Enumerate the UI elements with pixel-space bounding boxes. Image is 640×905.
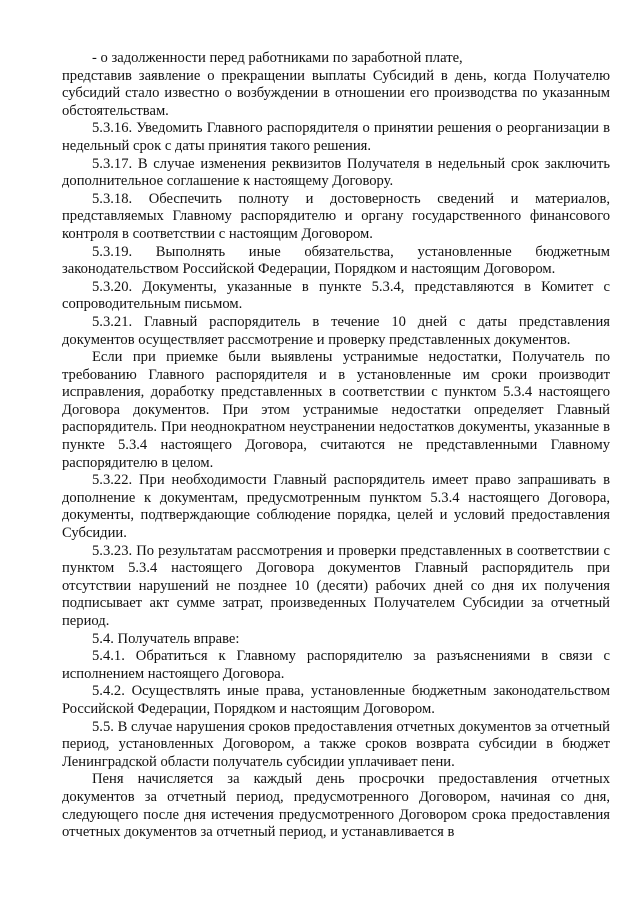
paragraph-5-4-2: 5.4.2. Осуществлять иные права, установленные бюджетным законодательством Российской Федерации, Порядком и настоящим Договором. [62,683,610,717]
paragraph-5-3-19: 5.3.19. Выполнять иные обязательства, установленные бюджетным законодательством Российской Федерации, Порядком и настоящим Договором. [62,243,610,278]
paragraph-5-3-17: 5.3.17. В случае изменения реквизитов Получателя в недельный срок заключить дополнительное соглашение к настоящему Договору. [62,155,610,190]
document-page [62,50,610,842]
paragraph-termination-notice: представив заявление о прекращении выплаты Субсидий в день, когда Получателю субсидий стало известно о возбуждении в отношении его производства по указанным обстоятельствам. [62,67,610,119]
paragraph-5-5: 5.5. В случае нарушения сроков предоставления отчетных документов за отчетный период, установленных Договором, а также сроков возврата субсидии в бюджет Ленинградской области получатель субсидии уплачивает пени. [62,718,610,770]
paragraph-penalty: Пеня начисляется за каждый день просрочки предоставления отчетных документов за отчетный период, предусмотренного Договором, начиная со дня, следующего после дня истечения предусмотренного Договором срока предоставления отчетных документов за отчетный период, и устанавливается в [62,771,610,841]
paragraph-deficiencies: Если при приемке были выявлены устранимые недостатки, Получатель по требованию Главного распорядителя и в установленные им сроки производит исправления, доработку представленных в соответствии с пунктом 5.3.4 настоящего Договора документов. При этом устранимые недостатки определяет Главный распорядитель. При неоднократном неустранении недостатков документы, указанные в пункте 5.3.4 настоящего Договора, считаются не представленными Главному распорядителю в целом. [62,349,610,471]
paragraph-5-4-1: 5.4.1. Обратиться к Главному распорядителю за разъяснениями в связи с исполнением настоящего Договора. [62,648,610,682]
paragraph-5-3-22: 5.3.22. При необходимости Главный распорядитель имеет право запрашивать в дополнение к документам, предусмотренным пунктом 5.3.4 настоящего Договора, документы, подтверждающие соблюдение порядка, целей и условий предоставления Субсидии. [62,472,610,542]
paragraph-5-4: 5.4. Получатель вправе: [92,630,240,647]
paragraph-5-3-20: 5.3.20. Документы, указанные в пункте 5.3.4, представляются в Комитет с сопроводительным письмом. [62,278,610,313]
paragraph-5-3-18: 5.3.18. Обеспечить полноту и достоверность сведений и материалов, представляемых Главному распорядителю и органу государственного финансового контроля в соответствии с настоящим Договором. [62,190,610,242]
paragraph-5-3-21: 5.3.21. Главный распорядитель в течение 10 дней с даты представления документов осуществляет рассмотрение и проверку представленных документов. [62,313,610,348]
paragraph-5-3-23: 5.3.23. По результатам рассмотрения и проверки представленных в соответствии с пунктом 5.3.4 настоящего Договора документов Главный распорядитель при отсутствии нарушений не позднее 10 (десяти) рабочих дней со дня их получения подписывает акт сумме затрат, произведенных Получателем Субсидии за отчетный период. [62,542,610,629]
paragraph-5-3-16: 5.3.16. Уведомить Главного распорядителя о принятии решения о реорганизации в недельный срок с даты принятия такого решения. [62,120,610,154]
paragraph-debt-wages: - о задолженности перед работниками по заработной плате, [92,50,463,66]
